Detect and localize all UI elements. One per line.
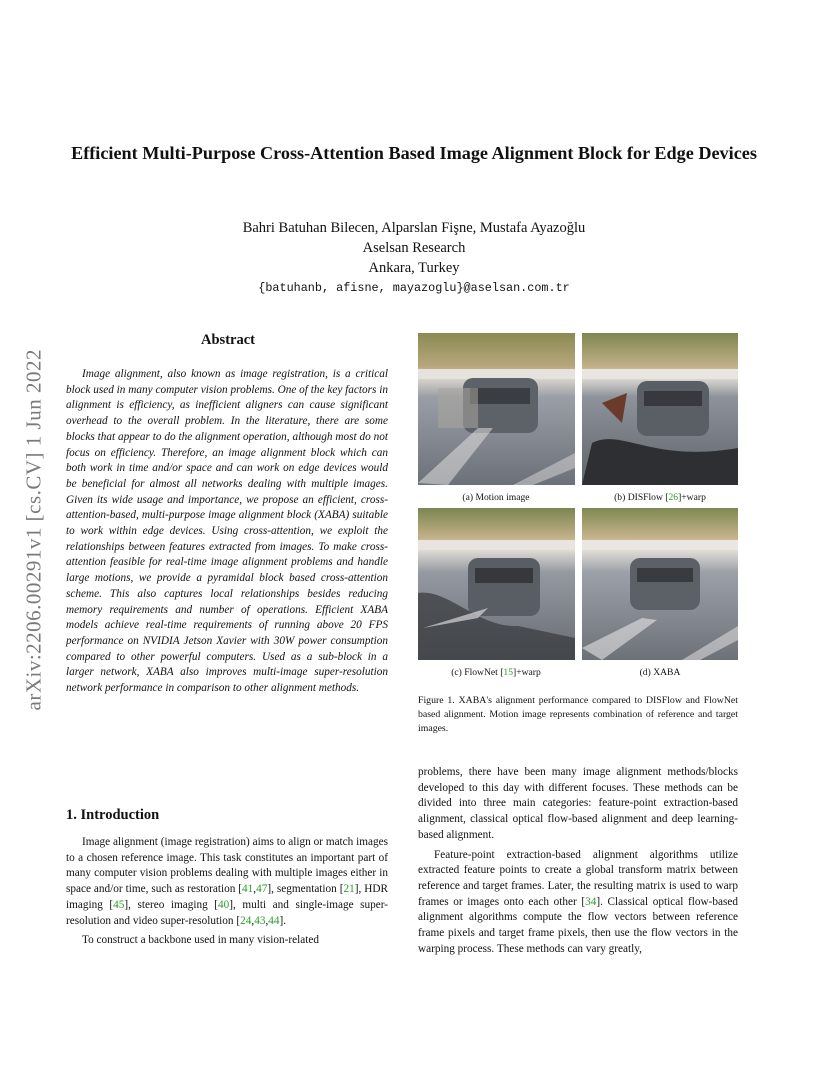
right-paragraph-2: Feature-point extraction-based alignment algorithms utilize extracted feature points to create a global transform matrix between reference and target frames. Later, the resulting matrix is used to warp frames or images onto each other [34]. Classical optical flow-based alignment algorithms compute the flow vectors between reference frame pixels and target frame pixels, then use the flow vectors in the warping process. These methods can vary greatly, bbox=[418, 848, 739, 955]
figure-image-motion bbox=[418, 333, 575, 485]
author-location: Ankara, Turkey bbox=[368, 260, 460, 276]
figure-image-disflow bbox=[582, 333, 738, 485]
paper-title: Efficient Multi-Purpose Cross-Attention Based Image Alignment Block for Edge Devices bbox=[71, 143, 757, 163]
citation-link[interactable]: 43 bbox=[254, 914, 266, 927]
subcaption-a: (a) Motion image bbox=[462, 492, 530, 503]
author-email[interactable]: {batuhanb, afisne, mayazoglu}@aselsan.com.tr bbox=[258, 281, 570, 295]
citation-link[interactable]: 41 bbox=[242, 883, 254, 896]
figure-caption: Figure 1. XABA's alignment performance compared to DISFlow and FlowNet based alignment. Motion image represents combination of reference and target images. bbox=[418, 695, 738, 734]
right-paragraph-1: problems, there have been many image alignment methods/blocks developed to this day with different focuses. These methods can be divided into three main categories: feature-point extraction-based alignment, classical optical flow-based alignment and deep learning-based alignment. bbox=[418, 766, 738, 841]
citation-link[interactable]: 44 bbox=[268, 914, 280, 927]
section-heading-introduction: 1. Introduction bbox=[66, 807, 160, 823]
author-block bbox=[0, 218, 828, 298]
subcaption-d: (d) XABA bbox=[639, 667, 681, 678]
citation-link[interactable]: 26 bbox=[668, 492, 679, 503]
intro-paragraph-2: To construct a backbone used in many vision-related bbox=[82, 934, 319, 947]
figure-image-flownet bbox=[418, 508, 575, 660]
abstract-text bbox=[66, 367, 388, 697]
citation-link[interactable]: 47 bbox=[256, 883, 268, 896]
citation-link[interactable]: 40 bbox=[218, 898, 230, 911]
figure-image-xaba bbox=[582, 508, 738, 660]
citation-link[interactable]: 21 bbox=[343, 883, 355, 896]
author-names: Bahri Batuhan Bilecen, Alparslan Fişne, Mustafa Ayazoğlu bbox=[242, 220, 586, 236]
arxiv-identifier: arXiv:2206.00291v1 [cs.CV] 1 Jun 2022 bbox=[21, 349, 46, 711]
subcaption-c: (c) FlowNet [15]+warp bbox=[451, 667, 541, 678]
citation-link[interactable]: 15 bbox=[503, 667, 513, 678]
citation-link[interactable]: 45 bbox=[113, 898, 125, 911]
citation-link[interactable]: 24 bbox=[240, 914, 252, 927]
subcaption-b: (b) DISFlow [26]+warp bbox=[614, 492, 706, 503]
author-affiliation: Aselsan Research bbox=[362, 240, 466, 256]
intro-paragraph-1: Image alignment (image registration) aims to align or match images to a chosen reference image. This task constitutes an important part of many computer vision problems dealing with multiple images either in space and/or time, such as restoration [41,47], segmentation [21], HDR imaging [45], stereo imaging [40], multi and single-image super-resolution and video super-resolution [24,43,44]. bbox=[66, 836, 388, 927]
citation-link[interactable]: 34 bbox=[585, 895, 597, 908]
introduction-text bbox=[66, 835, 388, 953]
abstract-paragraph: Image alignment, also known as image registration, is a critical block used in many computer vision problems. One of the key factors in alignment is efficiency, as inefficient aligners can cause significant overhead to the overall problem. In the literature, there are some blocks that appear to do the alignment operation, although most do not focus on efficiency. Therefore, an image alignment block which can both work in time and/or space and can work on edge devices would be beneficial for almost all networks dealing with multiple images. Given its wide usage and importance, we propose an efficient, cross-attention-based, multi-purpose image alignment block (XABA) suitable to work within edge devices. Using cross-attention, we exploit the relationships between features extracted from images. To make cross-attention feasible for real-time image alignment problems and handle large motions, we provide a pyramidal block based cross-attention scheme. This also captures local relationships besides reducing memory requirements and number of operations. Efficient XABA models achieve real-time requirements of running above 20 FPS performance on NVIDIA Jetson Xavier with 30W power consumption compared to other powerful computers. Used as a sub-block in a larger network, XABA also improves multi-image super-resolution network performance in comparison to other alignment methods. bbox=[66, 368, 388, 695]
abstract-heading: Abstract bbox=[201, 332, 255, 348]
right-column-text bbox=[418, 765, 738, 961]
